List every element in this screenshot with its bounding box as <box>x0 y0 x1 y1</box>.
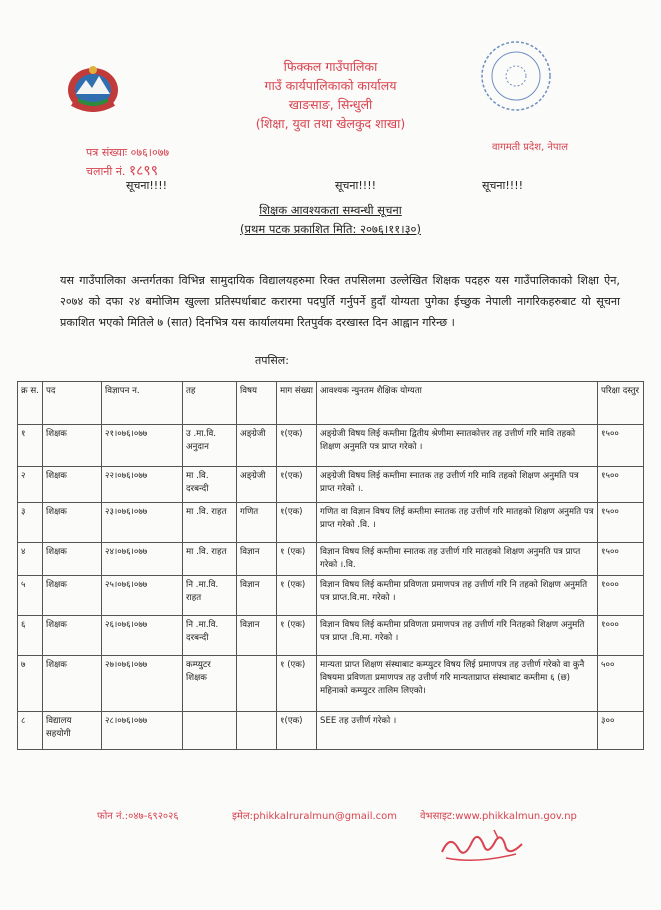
table-cell: उ .मा.वि. अनुदान <box>183 425 237 467</box>
table-cell: २४।०७६।०७७ <box>102 543 183 576</box>
table-cell: शिक्षक <box>43 467 102 503</box>
table-row <box>18 467 644 503</box>
header-cell: आवश्यक न्युनतम शैक्षिक योग्यता <box>317 382 598 425</box>
table-cell: शिक्षक <box>43 543 102 576</box>
subtitle-text: (प्रथम पटक प्रकाशित मिति: २०७६।११।३०) <box>239 222 422 236</box>
table-cell: अङ्ग्रेजी विषय लिई कम्तीमा द्वितीय श्रेणीमा स्नातकोत्तर तह उत्तीर्ण गरि मावि तहको शिक्षण अनुमति पत्र प्राप्त गरेको । <box>317 425 598 467</box>
table-header-row <box>18 382 644 425</box>
chalani-label: चलानी नं. <box>86 165 126 178</box>
table-cell: नि .मा.वि. दरबन्दी <box>183 616 237 656</box>
table-cell: शिक्षक <box>43 616 102 656</box>
signature-icon <box>436 826 528 866</box>
table-cell: शिक्षक <box>43 656 102 712</box>
table-cell: ५ <box>18 576 43 616</box>
table-cell: विज्ञान विषय लिई कम्तीमा प्रविणता प्रमाणपत्र तह उत्तीर्ण गरि नि तहको शिक्षण अनुमति पत्र प्राप्त.वि.मा. गरेको । <box>317 576 598 616</box>
office-stamp-icon <box>478 38 554 114</box>
table-row <box>18 656 644 712</box>
table-row <box>18 712 644 750</box>
table-cell: १(एक) <box>277 712 317 750</box>
notice-1: सूचना!!!! <box>126 179 168 192</box>
table-row <box>18 576 644 616</box>
header-cell: माग संख्या <box>277 382 317 425</box>
footer-website[interactable]: वेभसाइट:www.phikkalmun.gov.np <box>420 811 577 822</box>
table-cell: अङ्ग्रेजी <box>237 467 277 503</box>
table-cell: ४ <box>18 543 43 576</box>
table-cell: १ (एक) <box>277 543 317 576</box>
table-cell: शिक्षक <box>43 576 102 616</box>
header-cell: परिक्षा दस्तुर <box>598 382 644 425</box>
table-cell: १(एक) <box>277 425 317 467</box>
vacancy-table <box>17 381 644 750</box>
table-cell: विज्ञान विषय लिई कम्तीमा स्नातक तह उत्तीर्ण गरि मातहको शिक्षण अनुमति पत्र प्राप्त गरेको ।.वि. <box>317 543 598 576</box>
table-cell: १ (एक) <box>277 616 317 656</box>
patra-label: पत्र संख्याः <box>86 146 128 159</box>
table-cell: १(एक) <box>277 503 317 543</box>
header-line1: फिक्कल गाउँपालिका <box>283 59 378 74</box>
table-cell: १ (एक) <box>277 576 317 616</box>
notice-subtitle <box>0 222 661 237</box>
header-cell: पद <box>43 382 102 425</box>
header-cell: तह <box>183 382 237 425</box>
table-cell <box>183 712 237 750</box>
table-cell: २३।०७६।०७७ <box>102 503 183 543</box>
table-cell: विद्यालय सहयोगी <box>43 712 102 750</box>
table-cell: विज्ञान विषय लिई कम्तीमा प्रविणता प्रमाणपत्र तह उत्तीर्ण गरि नितहको शिक्षण अनुमति पत्र प्राप्त .वि.मा. गरेको । <box>317 616 598 656</box>
table-row <box>18 543 644 576</box>
title-text: शिक्षक आवश्यकता सम्वन्धी सूचना <box>259 203 402 217</box>
header-cell: विज्ञापन न. <box>102 382 183 425</box>
table-cell: गणित <box>237 503 277 543</box>
table-cell: मान्यता प्राप्त शिक्षण संस्थाबाट कम्प्युटर विषय लिई प्रमाणपत्र तह उत्तीर्ण गरेको वा कुनै विषयमा प्रविणता प्रमाणपत्र तह उत्तीर्ण गरि मान्यताप्राप्त संस्थाबाट कम्तीमा ६ (छ) महिनाको कम्प्युटर तालिम लिएको। <box>317 656 598 712</box>
table-cell: शिक्षक <box>43 503 102 543</box>
table-cell: १५०० <box>598 503 644 543</box>
table-cell: गणित वा विज्ञान विषय लिई कम्तीमा स्नातक तह उत्तीर्ण गरि मातहको शिक्षण अनुमति पत्र प्राप्त गरेको .वि. । <box>317 503 598 543</box>
patra-value: ०७६।०७७ <box>130 146 170 159</box>
table-cell: अङ्ग्रेजी विषय लिई कम्तीमा स्नातक तह उत्तीर्ण गरि मावि तहको शिक्षण अनुमति पत्र प्राप्त गरेको ।. <box>317 467 598 503</box>
table-cell: विज्ञान <box>237 576 277 616</box>
table-cell: ३०० <box>598 712 644 750</box>
table-cell: विज्ञान <box>237 543 277 576</box>
notice-title <box>0 203 661 218</box>
table-cell <box>237 712 277 750</box>
table-cell: मा .वि. राहत <box>183 543 237 576</box>
vacancy-table-body <box>18 382 644 750</box>
notice-2: सूचना!!!! <box>335 179 377 192</box>
table-cell: १५०० <box>598 425 644 467</box>
table-cell: अङ्ग्रेजी <box>237 425 277 467</box>
header-line2: गाउँ कार्यपालिकाको कार्यालय <box>264 78 397 93</box>
footer-email[interactable]: इमेल:phikkalruralmun@gmail.com <box>232 811 398 822</box>
table-cell: २७।०७६।०७७ <box>102 656 183 712</box>
table-cell: १ (एक) <box>277 656 317 712</box>
table-cell: नि .मा.वि. राहत <box>183 576 237 616</box>
table-cell: ३ <box>18 503 43 543</box>
table-cell: १(एक) <box>277 467 317 503</box>
header-cell: क्र स. <box>18 382 43 425</box>
table-cell <box>237 656 277 712</box>
table-row <box>18 616 644 656</box>
table-cell: २१।०७६।०७७ <box>102 425 183 467</box>
table-cell: २५।०७६।०७७ <box>102 576 183 616</box>
notice-body: यस गाउँपालिका अन्तर्गतका विभिन्न सामुदायिक विद्यालयहरुमा रिक्त तपसिलमा उल्लेखित शिक्षक पदहरु यस गाउँपालिकाको शिक्षा ऐन, २०७४ को दफा २४ बमोजिम खुल्ला प्रतिस्पर्धाबाट करारमा पदपुर्ति गर्नुपर्ने हुदाँ योग्यता पुगेका ईच्छुक नेपाली नागरिकहरुबाट यो सूचना प्रकाशित भएको मितिले ७ (सात) दिनभित्र यस कार्यालयमा रितपुर्वक दरखास्त दिन आह्वान गरिन्छ । <box>60 274 620 329</box>
header-cell: विषय <box>237 382 277 425</box>
table-cell: मा .वि. राहत <box>183 503 237 543</box>
chalani-value: १८९९ <box>128 163 158 179</box>
header-line3: खाङसाङ, सिन्धुली <box>288 97 373 112</box>
notice-3: सूचना!!!! <box>482 179 524 192</box>
table-cell: मा .वि. दरबन्दी <box>183 467 237 503</box>
province-label: वागमती प्रदेश, नेपाल <box>492 142 568 153</box>
table-cell: शिक्षक <box>43 425 102 467</box>
table-cell: २ <box>18 467 43 503</box>
table-cell: विज्ञान <box>237 616 277 656</box>
table-cell: SEE तह उत्तीर्ण गरेको । <box>317 712 598 750</box>
tapasil-label: तपसिल: <box>255 354 289 367</box>
table-row <box>18 425 644 467</box>
table-cell: १५०० <box>598 467 644 503</box>
table-cell: ८ <box>18 712 43 750</box>
table-row <box>18 503 644 543</box>
table-cell: २८।०७६।०७७ <box>102 712 183 750</box>
footer-phone: फोन नं.:०४७-६९२०२६ <box>97 811 179 822</box>
table-cell: १ <box>18 425 43 467</box>
table-cell: २२।०७६।०७७ <box>102 467 183 503</box>
table-cell: कम्प्युटर शिक्षक <box>183 656 237 712</box>
patra-sankhya <box>86 145 169 160</box>
table-cell: १००० <box>598 616 644 656</box>
table-cell: २६।०७६।०७७ <box>102 616 183 656</box>
table-cell: ७ <box>18 656 43 712</box>
table-cell: १००० <box>598 576 644 616</box>
table-cell: ५०० <box>598 656 644 712</box>
table-cell: ६ <box>18 616 43 656</box>
table-cell: १५०० <box>598 543 644 576</box>
header-line4: (शिक्षा, युवा तथा खेलकुद शाखा) <box>255 116 406 131</box>
